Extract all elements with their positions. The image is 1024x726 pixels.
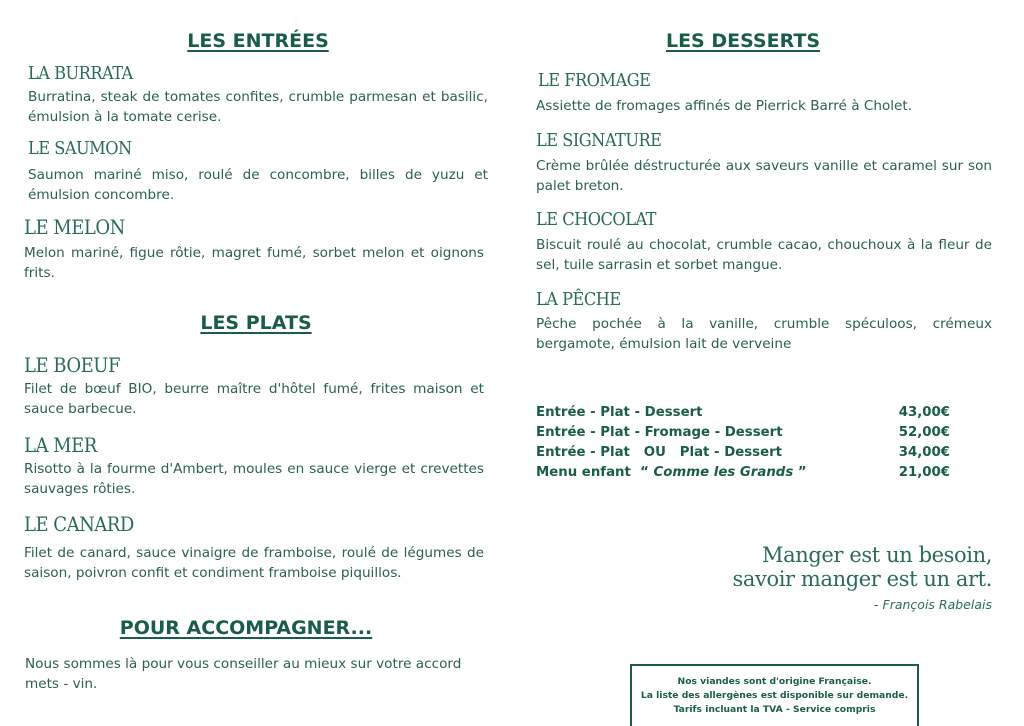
menu-price: 52,00€ (898, 425, 950, 440)
dish-description: Pêche pochée à la vanille, crumble spéculoos, crémeux bergamote, émulsion lait de verveine (536, 316, 992, 352)
menu-label-kids (536, 465, 807, 480)
menu-label-italic: Comme les Grands (653, 465, 794, 480)
dish-name: LE SIGNATURE (536, 130, 662, 151)
dish-name: LA MER (24, 433, 97, 457)
dish-melon (24, 215, 484, 283)
dish-description: Crème brûlée déstructurée aux saveurs vanille et caramel sur son palet breton. (536, 158, 992, 194)
plats-title: LES PLATS (200, 312, 312, 334)
accompagner-description: Nous sommes là pour vous conseiller au mieux sur votre accord mets - vin. (25, 656, 462, 692)
dish-burrata (28, 63, 488, 127)
menu-price: 21,00€ (898, 465, 950, 480)
dish-description: Saumon mariné miso, roulé de concombre, billes de yuzu et émulsion concombre. (28, 167, 488, 203)
quote-line: savoir manger est un art. (732, 567, 992, 591)
dish-description: Biscuit roulé au chocolat, crumble cacao, chouchoux à la fleur de sel, tuile sarrasin et sorbet mangue. (536, 237, 992, 273)
dish-saumon (28, 138, 488, 205)
dessert-chocolat (536, 209, 992, 275)
menu-label-prefix: Menu enfant “ (536, 465, 654, 480)
dish-description: Filet de canard, sauce vinaigre de framboise, roulé de légumes de saison, poivron confit et condiment framboise piquillos. (24, 545, 484, 581)
desserts-title: LES DESSERTS (665, 30, 821, 52)
info-box (630, 664, 919, 726)
menu-row (536, 445, 950, 465)
entrees-title: LES ENTRÉES (187, 30, 329, 52)
dish-description: Risotto à la fourme d'Ambert, moules en sauce vierge et crevettes sauvages rôties. (24, 461, 484, 497)
dessert-fromage (536, 70, 992, 116)
dish-name: LA PÊCHE (536, 289, 621, 310)
dish-description: Burratina, steak de tomates confites, crumble parmesan et basilic, émulsion à la tomate cerise. (28, 89, 488, 125)
dish-mer (24, 433, 484, 499)
dessert-peche (536, 289, 992, 354)
dish-name: LE MELON (24, 215, 125, 239)
quote-author: - François Rabelais (874, 597, 992, 612)
dish-description: Melon mariné, figue rôtie, magret fumé, sorbet melon et oignons frits. (24, 245, 484, 281)
info-line: Tarifs incluant la TVA - Service compris (673, 704, 876, 715)
menu-label-suffix: ” (793, 465, 807, 480)
dish-name: LE BOEUF (24, 353, 120, 377)
menu-label: Entrée - Plat - Fromage - Dessert (536, 425, 783, 440)
dish-name: LE SAUMON (28, 138, 132, 159)
dish-description: Filet de bœuf BIO, beurre maître d'hôtel fumé, frites maison et sauce barbecue. (24, 381, 484, 417)
dish-name: LE CANARD (24, 512, 134, 536)
quote (600, 543, 992, 591)
info-line: Nos viandes sont d'origine Française. (677, 676, 872, 687)
menu-price: 34,00€ (898, 445, 950, 460)
dish-name: LE FROMAGE (538, 70, 651, 91)
menu-row (536, 405, 950, 425)
dish-boeuf (24, 353, 484, 419)
dish-description: Assiette de fromages affinés de Pierrick Barré à Cholet. (536, 98, 913, 114)
accompagner-title: POUR ACCOMPAGNER... (119, 617, 373, 639)
menu-price: 43,00€ (898, 405, 950, 420)
menu-row (536, 465, 950, 485)
quote-line: Manger est un besoin, (762, 543, 992, 567)
dessert-signature (536, 130, 992, 196)
dish-name: LA BURRATA (28, 63, 133, 84)
info-line: La liste des allergènes est disponible sur demande. (640, 690, 909, 701)
menu-label: Entrée - Plat - Dessert (536, 405, 703, 420)
menu-row (536, 425, 950, 445)
dish-name: LE CHOCOLAT (536, 209, 656, 230)
dish-canard (24, 512, 484, 583)
menu-label: Entrée - Plat OU Plat - Dessert (536, 445, 783, 460)
